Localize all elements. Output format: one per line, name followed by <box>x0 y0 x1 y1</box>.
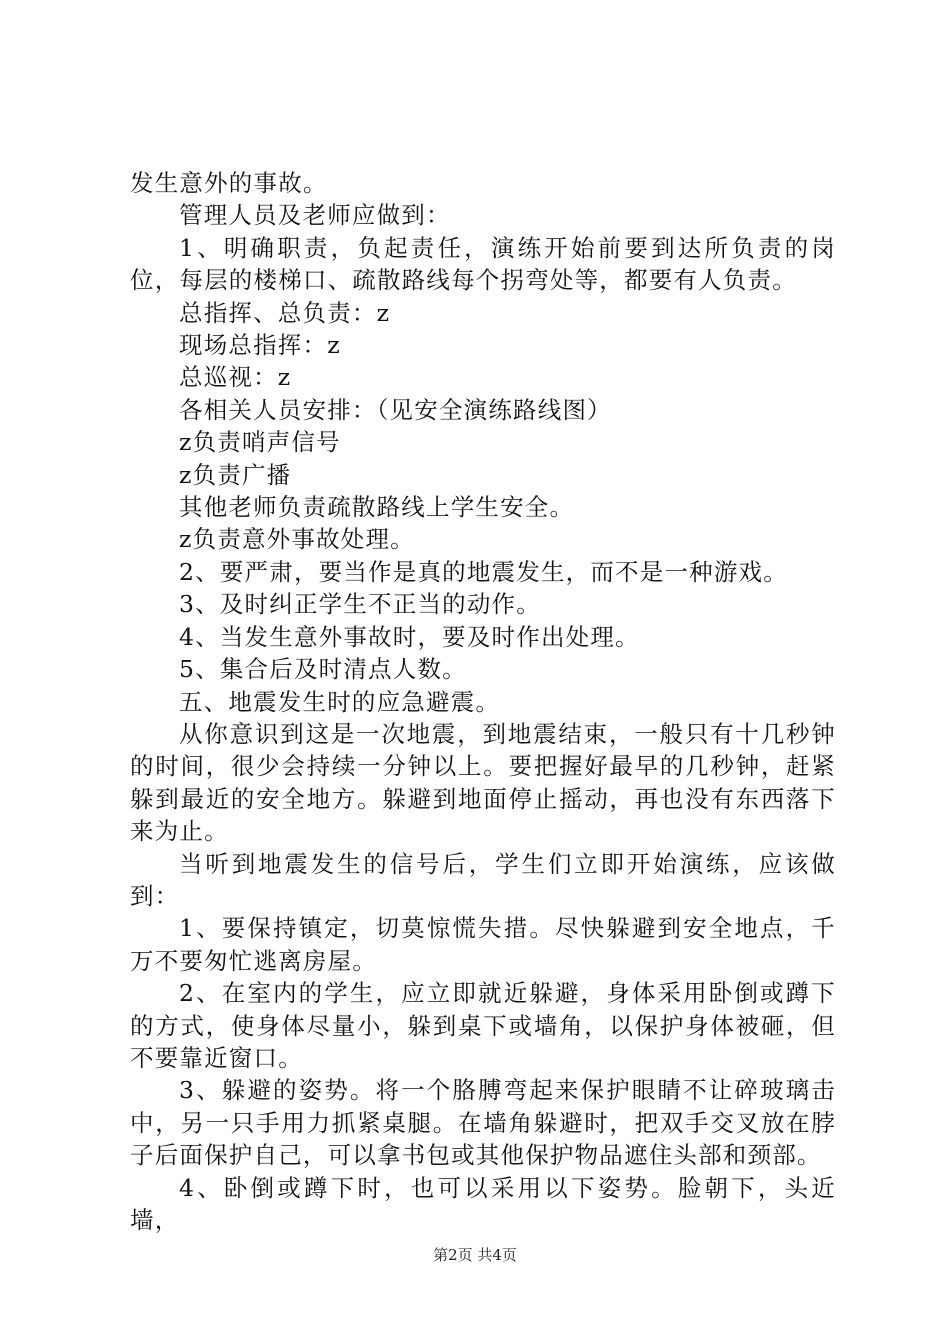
paragraph: 4、卧倒或蹲下时，也可以采用以下姿势。脸朝下，头近墙， <box>130 1173 836 1234</box>
paragraph: 总巡视：z <box>179 363 292 392</box>
paragraph: 其他老师负责疏散路线上学生安全。 <box>179 493 575 522</box>
paragraph: 现场总指挥：z <box>179 331 341 360</box>
paragraph: z负责广播 <box>179 460 292 489</box>
paragraph: 4、当发生意外事故时，要及时作出处理。 <box>179 622 640 651</box>
paragraph: 1、明确职责，负起责任，演练开始前要到达所负责的岗位，每层的楼梯口、疏散路线每个拐弯处等，都要有人负责。 <box>130 233 836 295</box>
paragraph: 3、及时纠正学生不正当的动作。 <box>179 590 541 619</box>
paragraph: z负责意外事故处理。 <box>179 525 415 554</box>
page-number-label: 第2页 共4页 <box>433 1246 517 1264</box>
paragraph: 管理人员及老师应做到： <box>179 201 451 230</box>
paragraph: 2、在室内的学生，应立即就近躲避，身体采用卧倒或蹲下的方式，使身体尽量小，躲到桌下或墙角，以保护身体被砸，但不要靠近窗口。 <box>130 979 836 1072</box>
page-footer <box>0 1245 950 1265</box>
paragraph: 各相关人员安排：（见安全演练路线图） <box>179 395 612 424</box>
paragraph: 5、集合后及时清点人数。 <box>179 655 467 684</box>
paragraph: 当听到地震发生的信号后，学生们立即开始演练，应该做到： <box>130 849 836 910</box>
paragraph: 3、躲避的姿势。将一个胳膊弯起来保护眼睛不让碎玻璃击中，另一只手用力抓紧桌腿。在墙角躲避时，把双手交叉放在脖子后面保护自己，可以拿书包或其他保护物品遮住头部和颈部。 <box>130 1076 836 1170</box>
paragraph: 从你意识到这是一次地震，到地震结束，一般只有十几秒钟的时间，很少会持续一分钟以上。要把握好最早的几秒钟，赶紧躲到最近的安全地方。躲避到地面停止摇动，再也没有东西落下来为止。 <box>130 719 836 846</box>
paragraph: 1、要保持镇定，切莫惊慌失措。尽快躲避到安全地点，千万不要匆忙逃离房屋。 <box>130 914 836 975</box>
section-heading: 五、地震发生时的应急避震。 <box>179 687 501 716</box>
paragraph: 发生意外的事故。 <box>130 169 328 197</box>
document-body <box>130 167 836 1236</box>
paragraph: 总指挥、总负责：z <box>179 298 391 327</box>
paragraph: 2、要严肃，要当作是真的地震发生，而不是一种游戏。 <box>179 557 788 586</box>
paragraph: z负责哨声信号 <box>179 428 341 457</box>
